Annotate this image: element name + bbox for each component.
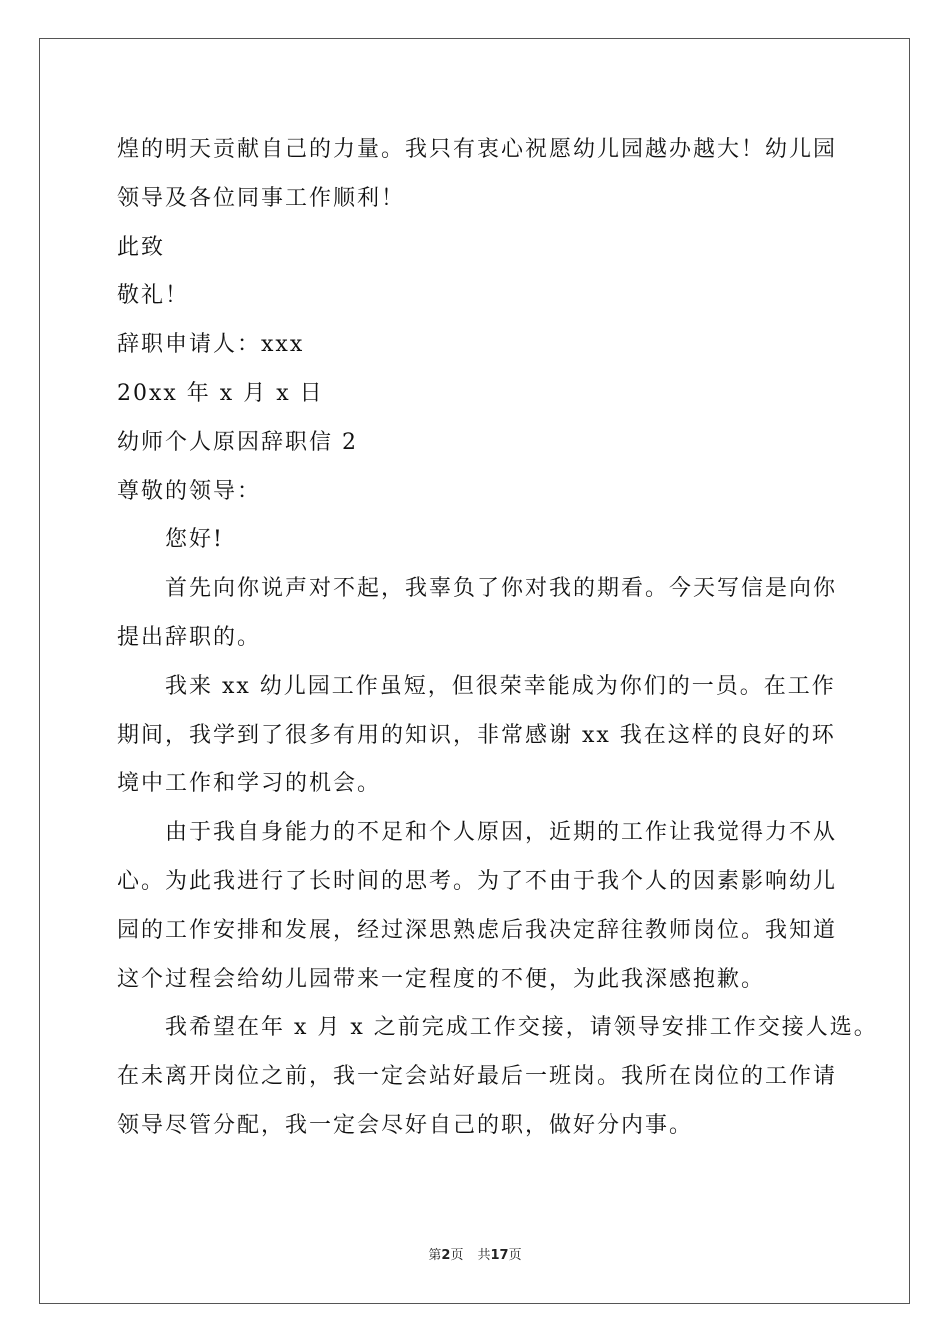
- text-line: 领导及各位同事工作顺利！: [117, 185, 406, 211]
- text-line: 首先向你说声对不起，我辜负了你对我的期看。今天写信是向你: [165, 576, 838, 602]
- text-line: 期间，我学到了很多有用的知识，非常感谢 xx 我在这样的良好的环: [117, 722, 836, 748]
- text-line: 这个过程会给幼儿园带来一定程度的不便，为此我深感抱歉。: [117, 966, 766, 992]
- applicant-signature: 辞职申请人：xxx: [117, 332, 305, 358]
- section-title: 幼师个人原因辞职信 2: [117, 429, 358, 455]
- total-pages: 17: [490, 1248, 509, 1263]
- page-prefix: 第: [428, 1248, 442, 1263]
- text-line: 心。为此我进行了长时间的思考。为了不由于我个人的因素影响幼儿: [117, 868, 838, 894]
- text-line: 煌的明天贡献自己的力量。我只有衷心祝愿幼儿园越办越大！幼儿园: [117, 137, 838, 162]
- text-line: 由于我自身能力的不足和个人原因，近期的工作让我觉得力不从: [165, 820, 838, 846]
- text-line: 我来 xx 幼儿园工作虽短，但很荣幸能成为你们的一员。在工作: [165, 673, 836, 699]
- page-number: 2: [441, 1248, 451, 1263]
- text-line: 境中工作和学习的机会。: [117, 771, 382, 797]
- letter-body: [117, 126, 878, 1151]
- text-line: 提出辞职的。: [117, 624, 262, 650]
- total-suffix: 页: [508, 1248, 522, 1263]
- greeting: 您好!: [165, 527, 224, 553]
- greeting-recipient: 尊敬的领导：: [117, 478, 262, 504]
- closing-salutation: 此致: [117, 234, 166, 260]
- text-line: 我希望在年 x 月 x 之前完成工作交接，请领导安排工作交接人选。: [165, 1015, 878, 1041]
- text-line: 在未离开岗位之前，我一定会站好最后一班岗。我所在岗位的工作请: [117, 1064, 838, 1090]
- closing-regards: 敬礼！: [117, 283, 190, 309]
- total-prefix: 共: [477, 1248, 491, 1263]
- page-footer: [0, 1244, 950, 1263]
- text-line: 园的工作安排和发展，经过深思熟虑后我决定辞往教师岗位。我知道: [117, 917, 838, 943]
- letter-date: 20xx 年 x 月 x 日: [117, 380, 324, 406]
- page-suffix: 页: [450, 1248, 464, 1263]
- text-line: 领导尽管分配，我一定会尽好自己的职，做好分内事。: [117, 1112, 694, 1138]
